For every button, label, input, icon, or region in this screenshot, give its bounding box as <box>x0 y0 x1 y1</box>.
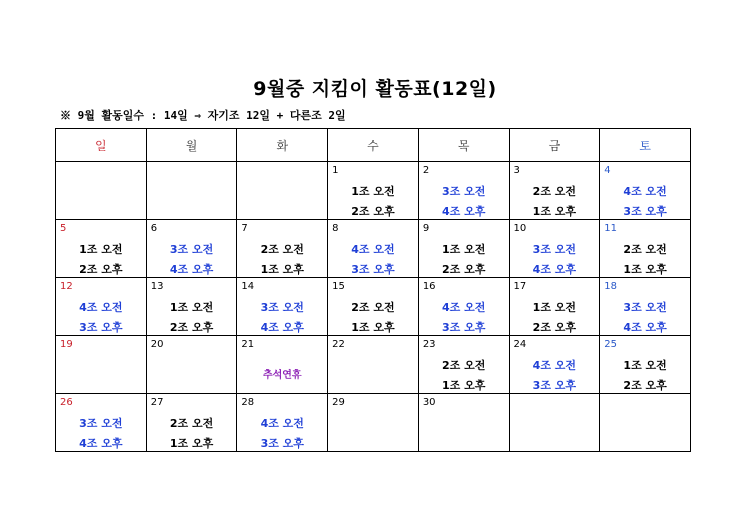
day-cell <box>328 336 419 394</box>
shift-list <box>56 414 146 454</box>
shift-afternoon: 4조 오후 <box>169 263 214 276</box>
day-cell <box>418 336 509 394</box>
shift-afternoon: 3조 오후 <box>79 321 123 334</box>
day-cell <box>418 278 509 336</box>
day-cell <box>418 220 509 278</box>
day-number: 1 <box>332 165 339 176</box>
shift-list <box>147 240 237 280</box>
shift-afternoon: 4조 오후 <box>532 263 577 276</box>
day-cell <box>328 162 419 220</box>
shift-morning: 4조 오전 <box>79 301 123 314</box>
week-row <box>56 162 691 220</box>
day-number: 8 <box>332 223 339 234</box>
day-number: 11 <box>604 223 617 234</box>
day-number: 20 <box>150 339 164 350</box>
shift-afternoon: 3조 오후 <box>532 379 577 392</box>
day-number: 12 <box>60 281 73 292</box>
shift-morning: 3조 오전 <box>260 301 304 314</box>
day-cell <box>237 220 328 278</box>
page-title: 9월중 지킴이 활동표(12일) <box>253 78 497 100</box>
shift-morning: 2조 오전 <box>351 301 395 314</box>
holiday-label: 추석연휴 <box>262 370 302 381</box>
weekday-thu: 목 <box>418 129 509 162</box>
shift-afternoon: 1조 오후 <box>351 321 395 334</box>
shift-list <box>419 240 509 280</box>
day-cell <box>600 220 691 278</box>
calendar-header <box>56 129 691 162</box>
day-cell <box>509 220 600 278</box>
day-number: 24 <box>513 339 527 350</box>
day-cell <box>328 278 419 336</box>
shift-morning: 1조 오전 <box>169 301 214 314</box>
shift-list <box>237 414 327 454</box>
shift-afternoon: 4조 오후 <box>260 321 304 334</box>
day-cell <box>146 394 237 452</box>
day-number: 29 <box>332 397 345 408</box>
day-cell <box>56 220 147 278</box>
day-cell <box>56 278 147 336</box>
day-cell <box>146 162 237 220</box>
shift-morning: 1조 오전 <box>623 359 667 372</box>
day-cell <box>146 278 237 336</box>
shift-morning: 2조 오전 <box>260 243 304 256</box>
day-cell <box>237 278 328 336</box>
shift-morning: 1조 오전 <box>441 243 486 256</box>
shift-list <box>419 356 509 396</box>
shift-list <box>600 298 690 338</box>
day-cell <box>600 162 691 220</box>
shift-afternoon: 1조 오후 <box>260 263 304 276</box>
shift-morning: 3조 오전 <box>441 185 486 198</box>
day-cell <box>600 394 691 452</box>
shift-afternoon: 3조 오후 <box>260 437 304 450</box>
shift-afternoon: 2조 오후 <box>351 205 395 218</box>
day-number: 15 <box>332 281 345 292</box>
shift-afternoon: 1조 오후 <box>623 263 667 276</box>
day-number: 3 <box>513 165 520 176</box>
day-cell <box>418 162 509 220</box>
day-number: 7 <box>241 223 248 234</box>
day-cell <box>146 336 237 394</box>
week-row <box>56 336 691 394</box>
weekday-row <box>56 129 691 162</box>
day-cell <box>509 336 600 394</box>
day-cell <box>600 336 691 394</box>
day-cell <box>237 394 328 452</box>
shift-afternoon: 2조 오후 <box>623 379 667 392</box>
shift-afternoon: 1조 오후 <box>441 379 486 392</box>
day-cell <box>509 394 600 452</box>
day-number: 2 <box>422 165 430 176</box>
shift-morning: 1조 오전 <box>351 185 395 198</box>
shift-morning: 2조 오전 <box>169 417 214 430</box>
day-number: 30 <box>422 397 436 408</box>
shift-afternoon: 4조 오후 <box>623 321 667 334</box>
shift-list <box>237 298 327 338</box>
day-number: 21 <box>241 339 255 350</box>
shift-morning: 1조 오전 <box>79 243 123 256</box>
day-number: 10 <box>513 223 527 234</box>
day-cell <box>237 162 328 220</box>
shift-morning: 1조 오전 <box>532 301 577 314</box>
day-cell <box>56 336 147 394</box>
shift-list <box>147 414 237 454</box>
shift-afternoon: 2조 오후 <box>79 263 123 276</box>
day-number: 5 <box>60 223 67 234</box>
shift-afternoon: 1조 오후 <box>532 205 577 218</box>
day-cell <box>56 394 147 452</box>
shift-morning: 2조 오전 <box>623 243 667 256</box>
shift-afternoon: 1조 오후 <box>169 437 214 450</box>
day-cell <box>146 220 237 278</box>
shift-list <box>56 240 146 280</box>
shift-afternoon: 4조 오후 <box>79 437 123 450</box>
weekday-fri: 금 <box>509 129 600 162</box>
day-number: 23 <box>422 339 436 350</box>
shift-list <box>328 298 418 338</box>
shift-afternoon: 4조 오후 <box>441 205 486 218</box>
activity-note: ※ 9월 활동일수 : 14일 ⇒ 자기조 12일 + 다른조 2일 <box>60 109 346 122</box>
day-number: 22 <box>332 339 345 350</box>
day-cell <box>237 336 328 394</box>
shift-list <box>510 240 600 280</box>
shift-list <box>600 356 690 396</box>
calendar-body <box>56 162 691 452</box>
shift-list <box>328 240 418 280</box>
day-cell <box>509 278 600 336</box>
shift-afternoon: 2조 오후 <box>532 321 577 334</box>
weekday-mon: 월 <box>146 129 237 162</box>
shift-morning: 2조 오전 <box>441 359 486 372</box>
day-number: 19 <box>60 339 73 350</box>
shift-morning: 3조 오전 <box>532 243 577 256</box>
shift-list <box>237 240 327 280</box>
week-row <box>56 394 691 452</box>
week-row <box>56 220 691 278</box>
shift-morning: 3조 오전 <box>623 301 667 314</box>
day-number: 6 <box>150 223 158 234</box>
shift-morning: 3조 오전 <box>79 417 123 430</box>
shift-list <box>419 298 509 338</box>
shift-morning: 3조 오전 <box>169 243 214 256</box>
shift-list <box>600 182 690 222</box>
day-number: 9 <box>422 223 430 234</box>
day-number: 4 <box>604 165 611 176</box>
day-number: 26 <box>60 397 73 408</box>
shift-list <box>56 298 146 338</box>
shift-afternoon: 2조 오후 <box>169 321 214 334</box>
shift-morning: 4조 오전 <box>441 301 486 314</box>
day-cell <box>418 394 509 452</box>
shift-afternoon: 3조 오후 <box>623 205 667 218</box>
shift-list <box>510 298 600 338</box>
day-number: 28 <box>241 397 255 408</box>
shift-morning: 2조 오전 <box>532 185 577 198</box>
weekday-sun: 일 <box>56 129 147 162</box>
day-number: 16 <box>422 281 436 292</box>
day-cell <box>328 220 419 278</box>
shift-morning: 4조 오전 <box>260 417 304 430</box>
week-row <box>56 278 691 336</box>
day-number: 13 <box>150 281 164 292</box>
shift-afternoon: 3조 오후 <box>441 321 486 334</box>
day-cell <box>600 278 691 336</box>
weekday-wed: 수 <box>328 129 419 162</box>
shift-morning: 4조 오전 <box>351 243 395 256</box>
shift-afternoon: 3조 오후 <box>351 263 395 276</box>
calendar-table <box>55 128 691 452</box>
shift-morning: 4조 오전 <box>623 185 667 198</box>
shift-list <box>328 182 418 222</box>
day-cell <box>328 394 419 452</box>
shift-list <box>510 182 600 222</box>
weekday-tue: 화 <box>237 129 328 162</box>
shift-morning: 4조 오전 <box>532 359 577 372</box>
day-number: 18 <box>604 281 617 292</box>
shift-list <box>419 182 509 222</box>
day-cell <box>56 162 147 220</box>
day-number: 25 <box>604 339 617 350</box>
shift-list <box>600 240 690 280</box>
shift-list <box>510 356 600 396</box>
shift-afternoon: 2조 오후 <box>441 263 486 276</box>
day-number: 27 <box>150 397 164 408</box>
day-number: 17 <box>513 281 527 292</box>
shift-list <box>147 298 237 338</box>
day-number: 14 <box>241 281 255 292</box>
weekday-sat: 토 <box>600 129 691 162</box>
day-cell <box>509 162 600 220</box>
